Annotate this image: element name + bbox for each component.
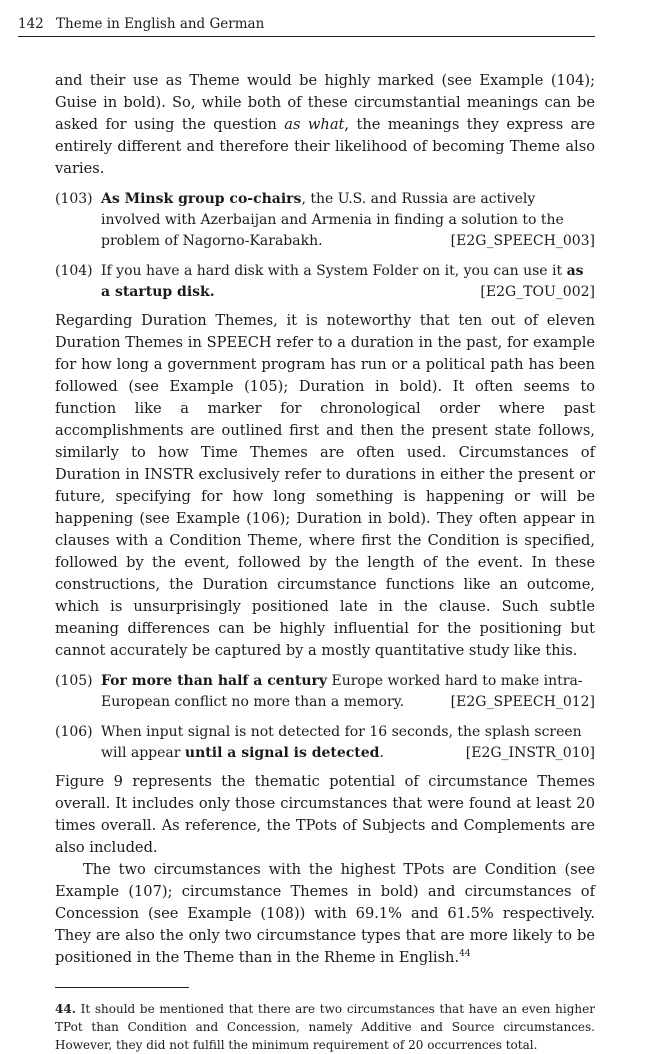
paragraph-4: [55, 859, 595, 969]
example-source: [E2G_SPEECH_003]: [450, 233, 595, 249]
paragraph-4-text: The two circumstances with the highest TPots are Condition (see Example (107); circumstance Themes in bold) and circumstances of Concession (see Example (108)) with 69.1% and 61.5% respectively. They are also the only two circumstance types that are more likely to be positioned in the Theme than in the Rheme in English.: [55, 861, 595, 966]
footnote-number: 44.: [55, 1002, 76, 1016]
page-number: 142: [18, 16, 44, 32]
footnote-ref[interactable]: 44: [459, 949, 471, 960]
example-106: [55, 722, 595, 764]
footnote: [55, 1000, 595, 1054]
example-pre: When input signal is not detected for 16 seconds, the splash screen will appear: [101, 724, 582, 761]
footnote-text: It should be mentioned that there are two circumstances that have an even higher TPot than Condition and Concession, namely Additive and Source circumstances. However, they did not fulfill the minimum requirement of 20 occurrences total.: [55, 1002, 595, 1052]
example-rest: , the U.S. and Russia are actively involved with Azerbaijan and Armenia in finding a solution to the problem of Nagorno-Karabakh.: [101, 191, 564, 249]
example-number: (105): [55, 673, 93, 689]
example-104: [55, 261, 595, 303]
example-source: [E2G_SPEECH_012]: [450, 694, 595, 710]
example-103: [55, 189, 595, 252]
main-text: [55, 70, 595, 1054]
example-post: .: [379, 745, 384, 761]
footnote-divider: [55, 987, 189, 988]
example-bold: as a startup disk.: [101, 263, 584, 300]
paragraph-1-emphasis: as what: [284, 116, 345, 133]
paragraph-1: [55, 70, 595, 180]
example-text: [101, 671, 595, 713]
example-text: [101, 722, 595, 764]
example-source: [E2G_INSTR_010]: [465, 745, 595, 761]
paragraph-2: Regarding Duration Themes, it is noteworthy that ten out of eleven Duration Themes in SPEECH refer to a duration in the past, for example for how long a government program has run or a political path has been followed (see Example (105); Duration in bold). It often seems to function like a marker for chronological order where past accomplishments are outlined first and then the present state follows, similarly to how Time Themes are often used. Circumstances of Duration in INSTR exclusively refer to durations in either the present or future, specifying for how long something is happening or will be happening (see Example (106); Duration in bold). They often appear in clauses with a Condition Theme, where first the Condition is specified, followed by the event, followed by the length of the event. In these constructions, the Duration circumstance functions like an outcome, which is unsurprisingly positioned late in the clause. Such subtle meaning differences can be highly influential for the positioning but cannot accurately be captured by a mostly quantitative study like this.: [55, 312, 595, 659]
example-bold: For more than half a century: [101, 673, 328, 689]
paragraph-3: Figure 9 represents the thematic potential of circumstance Themes overall. It includes only those circumstances that were found at least 20 times overall. As reference, the TPots of Subjects and Complements are also included.: [55, 773, 595, 856]
paragraph-1-text-a: and their use as Theme would be highly marked (see Example (104); Guise in bold). So, while both of these circumstantial meanings can be asked for using the question: [55, 72, 595, 133]
example-rest: Europe worked hard to make intra-European conflict no more than a memory.: [101, 673, 583, 710]
example-number: (103): [55, 191, 93, 207]
running-header: [18, 14, 595, 37]
example-text: [101, 189, 595, 252]
example-bold: As Minsk group co-chairs: [101, 191, 302, 207]
example-bold: until a signal is detected: [184, 745, 380, 761]
paragraph-1-text-b: , the meanings they express are entirely different and therefore their likelihood of becoming Theme also varies.: [55, 116, 595, 177]
example-text: [101, 261, 595, 303]
example-105: [55, 671, 595, 713]
running-title: Theme in English and German: [56, 16, 265, 32]
example-source: [E2G_TOU_002]: [480, 284, 595, 300]
example-number: (104): [55, 263, 93, 279]
example-pre: If you have a hard disk with a System Folder on it, you can use it: [101, 263, 567, 279]
example-number: (106): [55, 724, 93, 740]
